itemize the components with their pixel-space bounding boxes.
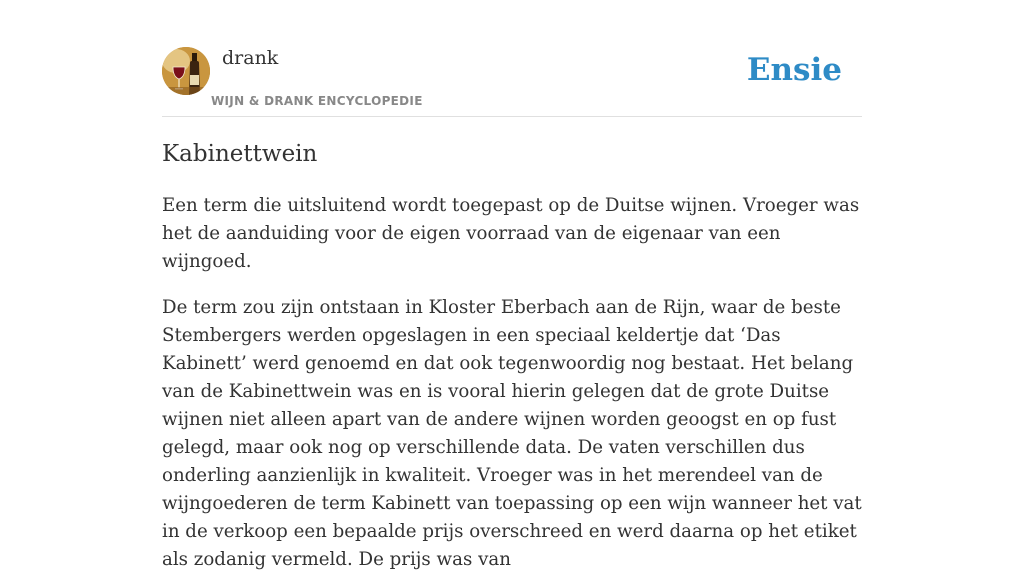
category-avatar[interactable]: [162, 47, 210, 95]
article-paragraph: Een term die uitsluitend wordt toegepast op de Duitse wijnen. Vroeger was het de aanduiding voor de eigen voorraad van de eigenaar van een wijngoed.: [162, 195, 860, 272]
ensie-logo-link[interactable]: Ensie: [746, 52, 842, 88]
article-paragraph: De term zou zijn ontstaan in Kloster Eberbach aan de Rijn, waar de beste Stembergers werden opgeslagen in een speciaal keldertje dat ‘Das Kabinett’ werd genoemd en dat ook tegenwoordig nog bestaat. Het belang van de Kabinettwein was en is vooral hierin gelegen dat de grote Duitse wijnen niet alleen apart van de andere wijnen worden geoogst en op fust gelegd, maar ook nog op verschillende data. De vaten verschillen dus onderling aanzienlijk in kwaliteit. Vroeger was in het merendeel van de wijngoederen de term Kabinett van toepassing op een wijn wanneer het vat in de verkoop een bepaalde prijs overschreed en werd daarna op het etiket als zodanig vermeld. De prijs was van: [162, 297, 862, 570]
wine-bottle-glass-icon: [162, 47, 210, 95]
site-subtitle: WIJN & DRANK ENCYCLOPEDIE: [211, 94, 423, 108]
site-header: [162, 46, 862, 117]
article: [162, 136, 862, 574]
site-name-link[interactable]: drank: [222, 47, 279, 69]
article-title: Kabinettwein: [162, 141, 318, 167]
